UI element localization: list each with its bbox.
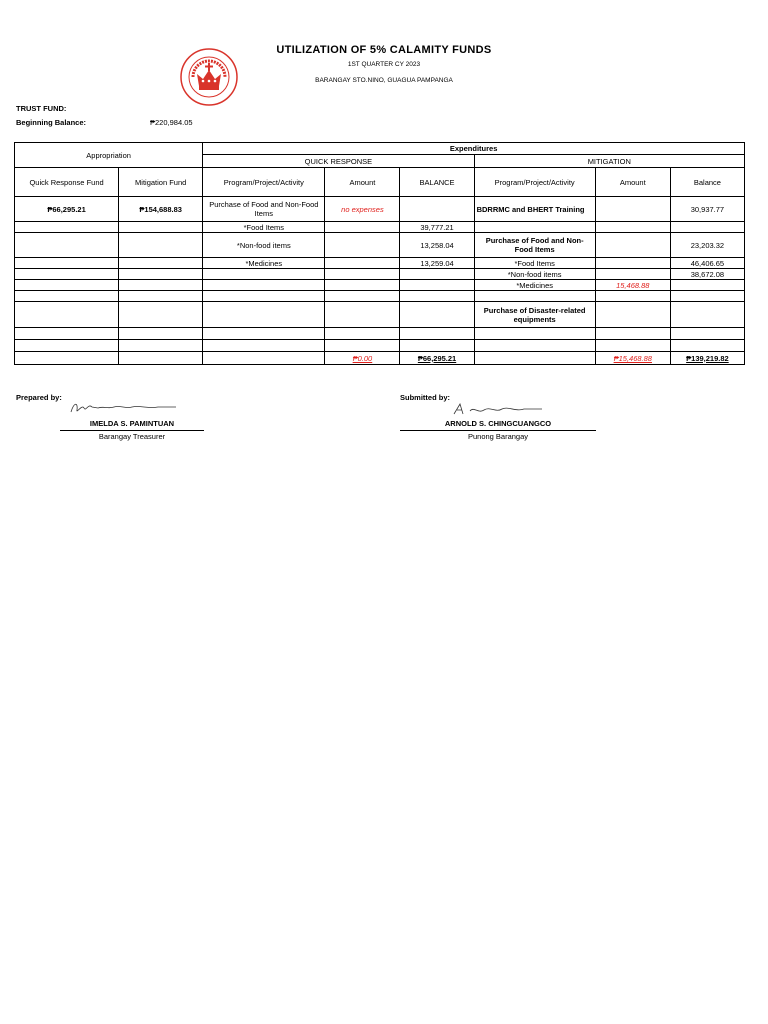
empty-cell	[670, 291, 744, 302]
submitted-by-name: ARNOLD S. CHINGCUANGCO	[444, 419, 552, 428]
empty-cell	[119, 222, 203, 233]
expenditures-header: Expenditures	[203, 143, 745, 155]
empty-cell	[595, 269, 670, 280]
empty-cell	[325, 302, 400, 328]
col-mit-amount: Amount	[595, 168, 670, 197]
total-qr-amount: ₱0.00	[325, 352, 400, 365]
empty-cell	[15, 352, 119, 365]
mit-balance-cell: 30,937.77	[670, 197, 744, 222]
trust-fund-label: TRUST FUND:	[16, 104, 67, 113]
location-subtitle: BARANGAY STO.NINO, GUAGUA PAMPANGA	[315, 77, 453, 84]
empty-cell	[203, 328, 325, 340]
empty-cell	[15, 222, 119, 233]
empty-cell	[670, 328, 744, 340]
empty-cell	[670, 302, 744, 328]
qrf-value: ₱66,295.21	[15, 197, 119, 222]
empty-cell	[203, 291, 325, 302]
mit-ppa-cell: *Medicines	[474, 280, 595, 291]
col-qr-program: Program/Project/Activity	[203, 168, 325, 197]
empty-cell	[325, 269, 400, 280]
mit-amount-cell: 15,468.88	[595, 280, 670, 291]
mit-balance-cell: 23,203.32	[670, 233, 744, 258]
submitted-signature-line	[400, 430, 596, 431]
empty-cell	[119, 233, 203, 258]
empty-cell	[474, 222, 595, 233]
empty-cell	[400, 269, 474, 280]
col-mit-balance: Balance	[670, 168, 744, 197]
empty-cell	[203, 302, 325, 328]
submitted-by-position: Punong Barangay	[467, 432, 529, 441]
prepared-by-position: Barangay Treasurer	[98, 432, 166, 441]
col-qr-balance: BALANCE	[400, 168, 474, 197]
quick-response-header: QUICK RESPONSE	[203, 155, 474, 168]
empty-cell	[15, 280, 119, 291]
mit-balance-cell: 46,406.65	[670, 258, 744, 269]
qr-amount-cell: no expenses	[325, 197, 400, 222]
total-mit-amount: ₱15,468.88	[595, 352, 670, 365]
empty-cell	[670, 280, 744, 291]
qr-ppa-cell: *Food Items	[203, 222, 325, 233]
empty-cell	[119, 269, 203, 280]
prepared-by-label: Prepared by:	[16, 393, 62, 402]
qr-balance-cell: 39,777.21	[400, 222, 474, 233]
empty-cell	[595, 233, 670, 258]
empty-cell	[670, 222, 744, 233]
empty-cell	[15, 233, 119, 258]
empty-cell	[400, 328, 474, 340]
quarter-subtitle: 1ST QUARTER CY 2023	[347, 61, 421, 68]
empty-cell	[325, 258, 400, 269]
empty-cell	[325, 328, 400, 340]
mit-amount-cell	[595, 197, 670, 222]
mit-ppa-cell: Purchase of Disaster-related equipments	[474, 302, 595, 328]
beginning-balance-label: Beginning Balance:	[16, 118, 87, 127]
empty-cell	[203, 280, 325, 291]
empty-cell	[474, 328, 595, 340]
empty-cell	[15, 340, 119, 352]
empty-cell	[325, 280, 400, 291]
qr-ppa-cell: *Medicines	[203, 258, 325, 269]
submitted-signature	[450, 402, 546, 416]
qr-balance-cell: 13,258.04	[400, 233, 474, 258]
qr-ppa-cell: Purchase of Food and Non-Food Items	[203, 197, 325, 222]
mit-balance-cell: 38,672.08	[670, 269, 744, 280]
appropriation-header: Appropriation	[15, 143, 203, 168]
empty-cell	[595, 258, 670, 269]
mit-ppa-cell: Purchase of Food and Non-Food Items	[474, 233, 595, 258]
empty-cell	[15, 302, 119, 328]
col-qr-amount: Amount	[325, 168, 400, 197]
calamity-funds-table	[14, 142, 745, 365]
empty-cell	[119, 258, 203, 269]
prepared-signature-line	[60, 430, 204, 431]
empty-cell	[15, 328, 119, 340]
empty-cell	[15, 269, 119, 280]
empty-cell	[119, 340, 203, 352]
col-mit-program: Program/Project/Activity	[474, 168, 595, 197]
col-mitigation-fund: Mitigation Fund	[119, 168, 203, 197]
empty-cell	[474, 340, 595, 352]
mit-ppa-cell: *Food Items	[474, 258, 595, 269]
empty-cell	[119, 302, 203, 328]
empty-cell	[595, 222, 670, 233]
qr-balance-cell	[400, 197, 474, 222]
empty-cell	[400, 291, 474, 302]
empty-cell	[400, 280, 474, 291]
document-title: UTILIZATION OF 5% CALAMITY FUNDS	[276, 44, 492, 56]
empty-cell	[325, 222, 400, 233]
col-quick-response-fund: Quick Response Fund	[15, 168, 119, 197]
empty-cell	[203, 269, 325, 280]
empty-cell	[203, 340, 325, 352]
empty-cell	[119, 291, 203, 302]
empty-cell	[325, 233, 400, 258]
empty-cell	[15, 291, 119, 302]
empty-cell	[670, 340, 744, 352]
empty-cell	[325, 291, 400, 302]
total-qr-balance: ₱66,295.21	[400, 352, 474, 365]
empty-cell	[400, 340, 474, 352]
empty-cell	[119, 352, 203, 365]
prepared-signature	[68, 400, 180, 416]
empty-cell	[595, 328, 670, 340]
prepared-by-name: IMELDA S. PAMINTUAN	[89, 419, 175, 428]
empty-cell	[474, 291, 595, 302]
empty-cell	[595, 291, 670, 302]
mitigation-header: MITIGATION	[474, 155, 744, 168]
submitted-by-label: Submitted by:	[400, 393, 450, 402]
beginning-balance-value: ₱220,984.05	[150, 118, 193, 127]
mit-ppa-cell: *Non-food items	[474, 269, 595, 280]
empty-cell	[474, 352, 595, 365]
empty-cell	[325, 340, 400, 352]
empty-cell	[203, 352, 325, 365]
empty-cell	[595, 340, 670, 352]
empty-cell	[119, 280, 203, 291]
empty-cell	[595, 302, 670, 328]
qr-balance-cell: 13,259.04	[400, 258, 474, 269]
total-mit-balance: ₱139,219.82	[670, 352, 744, 365]
qr-ppa-cell: *Non-food items	[203, 233, 325, 258]
mf-value: ₱154,688.83	[119, 197, 203, 222]
empty-cell	[400, 302, 474, 328]
empty-cell	[119, 328, 203, 340]
mit-ppa-cell: BDRRMC and BHERT Training	[474, 197, 595, 222]
empty-cell	[15, 258, 119, 269]
